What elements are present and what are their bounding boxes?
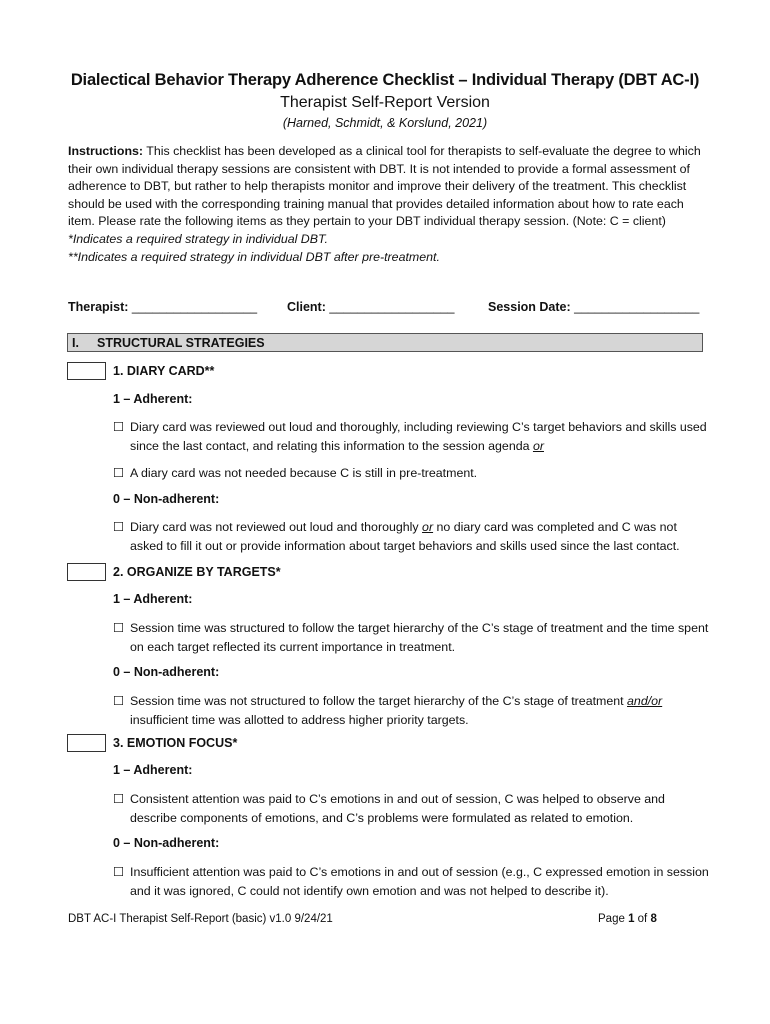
score-box-organize-targets[interactable] [67,563,106,581]
section-title: STRUCTURAL STRATEGIES [97,336,265,350]
option-text: Diary card was not reviewed out loud and thoroughly [130,520,423,534]
non-adherent-label: 0 – Non-adherent: [113,836,220,850]
session-date-field[interactable] [488,300,699,314]
option-emphasis: or [422,520,434,534]
session-date-label: Session Date: [488,300,571,314]
instructions-label: Instructions: [68,144,144,158]
item-title-organize-targets: 2. ORGANIZE BY TARGETS* [113,565,281,579]
item-title-emotion-focus: 3. EMOTION FOCUS* [113,736,238,750]
checkbox-icon[interactable]: ☐ [113,865,125,879]
non-adherent-label: 0 – Non-adherent: [113,492,220,506]
instructions-block [68,143,708,266]
instructions-text: This checklist has been developed as a clinical tool for therapists to self-evaluate the degree to which their own individual therapy sessions are consistent with DBT. It is not intended to provide a formal assessment of adherence to DBT, but rather to help therapists monitor and improve their delivery of the treatment. This checklist should be used with the corresponding training manual that provides detailed information about how to rate each item. Please rate the following items as they pertain to your DBT individual therapy session. (Note: C = client) [68,144,701,229]
adherent-label: 1 – Adherent: [113,592,193,606]
option-targets-not-structured[interactable] [113,692,713,729]
client-label: Client: [287,300,326,314]
score-box-emotion-focus[interactable] [67,734,106,752]
option-emphasis: and/or [627,694,663,708]
option-emphasis: or [532,438,544,453]
required-note: *Indicates a required strategy in individual DBT. [68,231,328,246]
checkbox-icon[interactable]: ☐ [113,520,125,534]
page-word: Page [598,913,629,925]
option-text: no diary card was completed and C was not asked to fill it out or provide information about target behaviors and skills used since the last contact. [130,520,680,553]
option-text: Session time was not structured to follow the target hierarchy of the C’s stage of treatment [130,694,628,708]
option-emotion-attended[interactable] [113,790,713,827]
checkbox-icon[interactable]: ☐ [113,694,125,708]
option-text: Insufficient attention was paid to C’s emotions in and out of session (e.g., C expressed emotion in session and it was ignored, C could not identify own emotion and was not helped to describe it). [130,865,709,898]
required-after-pretreatment-note: **Indicates a required strategy in individual DBT after pre-treatment. [68,249,440,264]
therapist-line[interactable]: __________________ [131,300,258,314]
checkbox-icon[interactable]: ☐ [113,792,125,806]
checkbox-icon[interactable]: ☐ [113,621,125,635]
page-current: 1 [628,913,635,925]
session-date-line[interactable]: __________________ [574,300,700,314]
checkbox-icon[interactable]: ☐ [113,420,125,434]
adherent-label: 1 – Adherent: [113,392,193,406]
non-adherent-label: 0 – Non-adherent: [113,665,220,679]
option-text: Consistent attention was paid to C’s emotions in and out of session, C was helped to observe and describe components of emotions, and C’s problems were formulated as related to emotion. [130,792,665,825]
adherent-label: 1 – Adherent: [113,763,193,777]
client-field[interactable] [287,300,455,314]
option-text: insufficient time was allotted to address higher priority targets. [130,712,469,727]
option-diary-not-reviewed[interactable] [113,518,713,555]
score-box-diary-card[interactable] [67,362,106,380]
option-diary-reviewed[interactable] [113,418,713,455]
therapist-label: Therapist: [68,300,129,314]
section-header-structural [67,333,703,352]
option-text: Diary card was reviewed out loud and thoroughly, including reviewing C’s target behaviors and skills used since the last contact, and relating this information to the session agenda [130,420,707,453]
document-title: Dialectical Behavior Therapy Adherence Checklist – Individual Therapy (DBT AC-I) [70,71,700,89]
section-number: I. [72,336,79,350]
document-subtitle: Therapist Self-Report Version [280,94,490,111]
option-emotion-insufficient[interactable] [113,863,713,900]
option-text: Session time was structured to follow the target hierarchy of the C’s stage of treatment and the time spent on each target reflected its current importance in treatment. [130,621,709,654]
page-total: 8 [650,913,657,925]
checkbox-icon[interactable]: ☐ [113,466,125,480]
option-text: A diary card was not needed because C is still in pre-treatment. [130,466,478,480]
item-title-diary-card: 1. DIARY CARD** [113,364,215,378]
client-line[interactable]: __________________ [329,300,455,314]
footer-version: DBT AC-I Therapist Self-Report (basic) v1.0 9/24/21 [68,913,333,925]
option-diary-not-needed[interactable] [113,464,713,483]
option-targets-structured[interactable] [113,619,713,656]
footer-page-number [598,913,657,925]
therapist-field[interactable] [68,300,257,314]
of-word: of [634,913,651,925]
document-authors: (Harned, Schmidt, & Korslund, 2021) [282,116,488,130]
